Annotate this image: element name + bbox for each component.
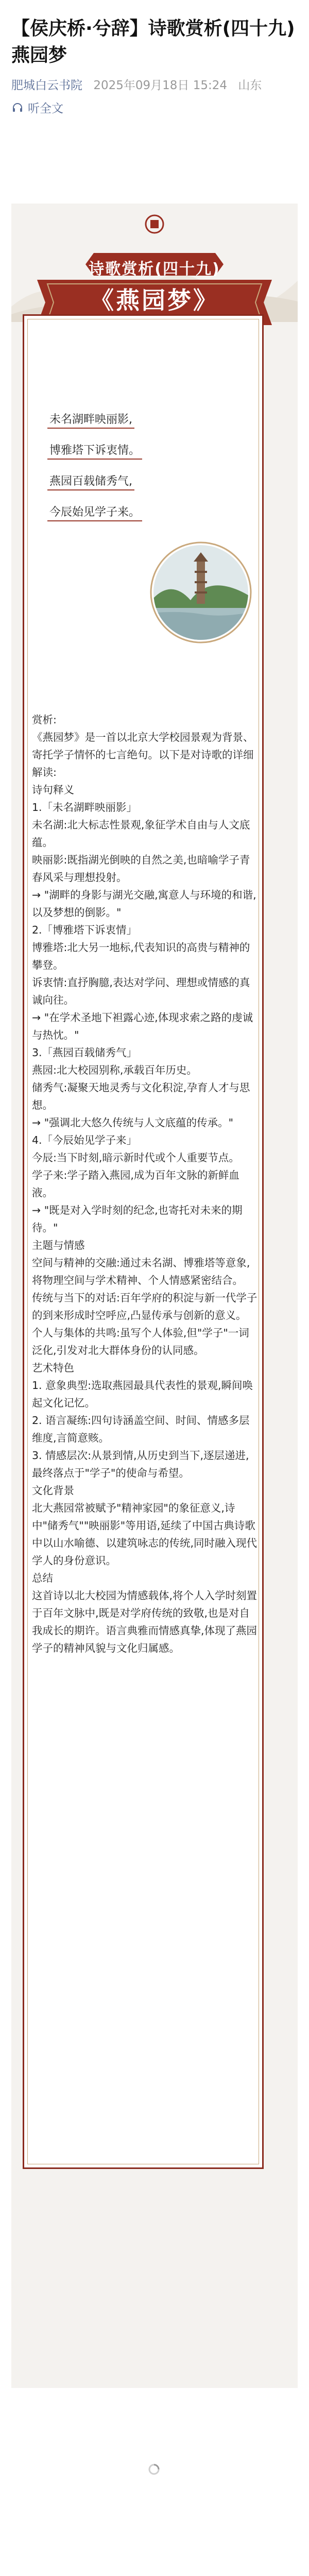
- note-paragraph: 映丽影:既指湖光倒映的自然之美,也暗喻学子青春风采与理想投射。: [32, 854, 250, 884]
- note-paragraph: → "在学术圣地下袒露心迹,体现求索之路的虔诚与热忱。": [32, 1011, 253, 1041]
- note-paragraph: 诗句释义: [32, 784, 74, 796]
- note-paragraph: 今辰:当下时刻,暗示新时代或个人重要节点。: [32, 1151, 239, 1164]
- poem-line: 未名湖畔映丽影,: [47, 412, 134, 429]
- note-paragraph: → "既是对入学时刻的纪念,也寄托对未来的期待。": [32, 1204, 243, 1234]
- note-paragraph: 储秀气:凝聚天地灵秀与文化积淀,孕育人才与思想。: [32, 1081, 250, 1111]
- note-paragraph: 诉衷情:直抒胸臆,表达对学问、理想或情感的真诚向往。: [32, 976, 250, 1006]
- note-paragraph: 艺术特色: [32, 1362, 74, 1374]
- note-paragraph: 北大燕园常被赋予"精神家园"的象征意义,诗中"储秀气""映丽影"等用语,延续了中国古典诗歌中以山水喻德、以建筑咏志的传统,同时融入现代学人的身份意识。: [32, 1502, 258, 1567]
- note-paragraph: 3.「燕园百载储秀气」: [32, 1046, 138, 1059]
- article-title: 【侯庆桥·兮辞】诗歌赏析(四十九) 燕园梦: [11, 18, 295, 66]
- publish-date: 2025年09月18日 15:24: [93, 79, 227, 92]
- poem-block: [47, 412, 243, 536]
- note-paragraph: 文化背景: [32, 1484, 74, 1497]
- seal-logo-icon: [144, 214, 165, 234]
- note-paragraph: 主题与情感: [32, 1239, 85, 1251]
- note-paragraph: 《燕园梦》是一首以北京大学校园景观为背景、寄托学子情怀的七言绝句。以下是对诗歌的详细解读:: [32, 731, 254, 778]
- note-paragraph: → "强调北大悠久传统与人文底蕴的传承。": [32, 1116, 234, 1129]
- note-paragraph: 这首诗以北大校园为情感载体,将个人入学时刻置于百年文脉中,既是对学府传统的致敬,也是对自我成长的期许。语言典雅而情感真挚,体现了燕园学子的精神风貌与文化归属感。: [32, 1589, 258, 1654]
- poem-line: 博雅塔下诉衷情。: [47, 443, 142, 460]
- loading-spinner-icon: [147, 2463, 161, 2476]
- author-link[interactable]: 肥城白云书院: [11, 79, 82, 92]
- note-paragraph: 1. 意象典型:选取燕园最具代表性的景观,瞬间唤起文化记忆。: [32, 1379, 253, 1409]
- note-paragraph: 3. 情感层次:从景到情,从历史到当下,逐层递进,最终落点于"学子"的使命与希望。: [32, 1449, 249, 1479]
- note-paragraph: 赏析:: [32, 714, 57, 726]
- note-paragraph: 总结: [32, 1572, 53, 1584]
- note-paragraph: 4.「今辰始见学子来」: [32, 1134, 138, 1146]
- note-paragraph: 个人与集体的共鸣:虽写个人体验,但"学子"一词泛化,引发对北大群体身份的认同感。: [32, 1327, 249, 1357]
- headphones-icon: [11, 101, 24, 114]
- note-paragraph: 1.「未名湖畔映丽影」: [32, 801, 138, 814]
- campus-photo: [149, 541, 252, 644]
- note-paragraph: 2. 语言凝练:四句诗涵盖空间、时间、情感多层维度,言简意赅。: [32, 1414, 250, 1444]
- note-paragraph: 未名湖:北大标志性景观,象征学术自由与人文底蕴。: [32, 819, 250, 849]
- note-paragraph: 燕园:北大校园别称,承载百年历史。: [32, 1064, 197, 1076]
- article-meta: [11, 77, 298, 94]
- note-paragraph: 博雅塔:北大另一地标,代表知识的高贵与精神的攀登。: [32, 941, 250, 971]
- poem-line: 今辰始见学子来。: [47, 505, 142, 521]
- poem-line: 燕园百载储秀气,: [47, 474, 134, 490]
- article-header: [0, 0, 309, 116]
- listen-label: 听全文: [28, 102, 63, 115]
- note-paragraph: 传统与当下的对话:百年学府的积淀与新一代学子的到来形成时空呼应,凸显传承与创新的意义。: [32, 1292, 258, 1321]
- note-paragraph: 2.「博雅塔下诉衷情」: [32, 924, 138, 936]
- note-paragraph: 空间与精神的交融:通过未名湖、博雅塔等意象,将物理空间与学术精神、个人情感紧密结合。: [32, 1257, 250, 1286]
- banner-subtitle: 诗歌赏析(四十九): [89, 260, 220, 278]
- banner-title: 《燕园梦》: [90, 286, 219, 314]
- appreciation-notes: [32, 711, 259, 1657]
- listen-button[interactable]: [11, 99, 298, 116]
- note-paragraph: 学子来:学子踏入燕园,成为百年文脉的新鲜血液。: [32, 1169, 239, 1199]
- note-paragraph: → "湖畔的身影与湖光交融,寓意人与环境的和谐,以及梦想的倒影。": [32, 889, 256, 919]
- publish-location: 山东: [238, 79, 262, 92]
